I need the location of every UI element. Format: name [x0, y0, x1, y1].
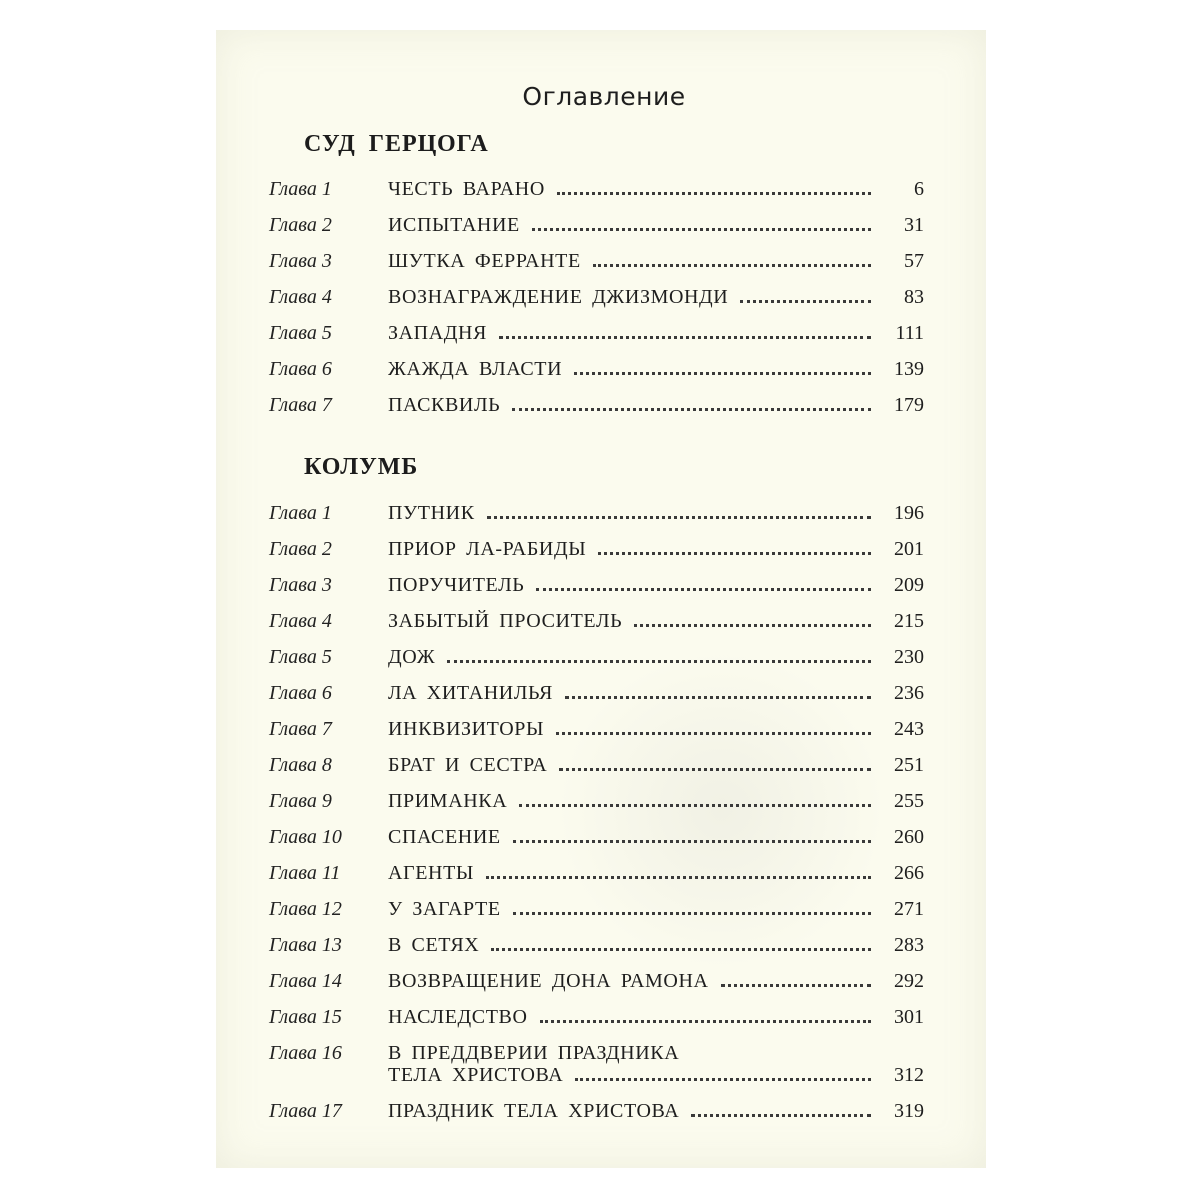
toc-entry [216, 242, 986, 278]
chapter-title: ПРАЗДНИК ТЕЛА ХРИСТОВА [388, 1100, 680, 1122]
chapter-title-line [388, 358, 881, 381]
toc-entry [216, 602, 986, 638]
dot-leader [574, 372, 871, 375]
chapter-title-line [388, 214, 881, 237]
page-number: 201 [894, 538, 924, 560]
chapter-label: Глава 1 [269, 178, 332, 200]
toc-entry [216, 854, 986, 890]
book-page [216, 30, 986, 1168]
page-number: 266 [894, 862, 924, 884]
page-number: 292 [894, 970, 924, 992]
page-number: 57 [904, 250, 924, 272]
chapter-title-line [388, 646, 881, 669]
page-number: 6 [914, 178, 924, 200]
toc-entry [216, 566, 986, 602]
page-number: 215 [894, 610, 924, 632]
page-number: 111 [895, 322, 924, 344]
page-number: 209 [894, 574, 924, 596]
chapter-label: Глава 9 [269, 790, 332, 812]
toc-entry [216, 746, 986, 782]
chapter-title: ВОЗНАГРАЖДЕНИЕ ДЖИЗМОНДИ [388, 286, 729, 308]
dot-leader [519, 804, 871, 807]
chapter-title-line [388, 322, 881, 345]
chapter-title-line-2 [388, 1064, 881, 1087]
page-number: 255 [894, 790, 924, 812]
chapter-title: ПОРУЧИТЕЛЬ [388, 574, 525, 596]
chapter-title: ПАСКВИЛЬ [388, 394, 501, 416]
chapter-title: ЖАЖДА ВЛАСТИ [388, 358, 563, 380]
chapter-title-line [388, 610, 881, 633]
chapter-title: АГЕНТЫ [388, 862, 474, 884]
page-number: 243 [894, 718, 924, 740]
page-number: 83 [904, 286, 924, 308]
chapter-label: Глава 2 [269, 538, 332, 560]
chapter-title: ВОЗВРАЩЕНИЕ ДОНА РАМОНА [388, 970, 709, 992]
chapter-title-line [388, 790, 881, 813]
chapter-title: ПРИОР ЛА-РАБИДЫ [388, 538, 587, 560]
chapter-label: Глава 14 [269, 970, 342, 992]
chapter-title-line [388, 250, 881, 273]
chapter-title-line [388, 934, 881, 957]
chapter-title-line [388, 718, 881, 741]
chapter-label: Глава 1 [269, 502, 332, 524]
chapter-label: Глава 15 [269, 1006, 342, 1028]
chapter-title-continued: ТЕЛА ХРИСТОВА [388, 1064, 564, 1086]
toc-entry [216, 386, 986, 422]
dot-leader [565, 696, 871, 699]
chapter-title: НАСЛЕДСТВО [388, 1006, 528, 1028]
dot-leader [721, 984, 871, 987]
chapter-title: ЗАПАДНЯ [388, 322, 487, 344]
chapter-label: Глава 3 [269, 574, 332, 596]
chapter-title: ПУТНИК [388, 502, 475, 524]
toc-entry [216, 710, 986, 746]
chapter-label: Глава 8 [269, 754, 332, 776]
page-number: 283 [894, 934, 924, 956]
chapter-label: Глава 6 [269, 682, 332, 704]
chapter-title-line [388, 862, 881, 885]
page-number: 319 [894, 1100, 924, 1122]
page-number: 230 [894, 646, 924, 668]
dot-leader [740, 300, 871, 303]
dot-leader [691, 1114, 871, 1117]
chapter-title-line [388, 1100, 881, 1123]
dot-leader [536, 588, 871, 591]
toc-entry [216, 818, 986, 854]
page-title: Оглавление [522, 82, 686, 111]
dot-leader [593, 264, 871, 267]
chapter-title-line [388, 1006, 881, 1029]
page-number: 236 [894, 682, 924, 704]
chapter-title: ИНКВИЗИТОРЫ [388, 718, 545, 740]
page-number: 251 [894, 754, 924, 776]
page-number: 196 [894, 502, 924, 524]
chapter-label: Глава 17 [269, 1100, 342, 1122]
dot-leader [447, 660, 871, 663]
chapter-title-line [388, 898, 881, 921]
chapter-title-line [388, 574, 881, 597]
page-number: 301 [894, 1006, 924, 1028]
chapter-title-line [388, 502, 881, 525]
toc-entry [216, 674, 986, 710]
dot-leader [598, 552, 871, 555]
page-number: 271 [894, 898, 924, 920]
toc-entry [216, 782, 986, 818]
page-number: 312 [894, 1064, 924, 1086]
chapter-title: В ПРЕДДВЕРИИ ПРАЗДНИКА [388, 1042, 680, 1064]
dot-leader [491, 948, 871, 951]
dot-leader [486, 876, 871, 879]
chapter-title: У ЗАГАРТЕ [388, 898, 501, 920]
toc-entry [216, 998, 986, 1034]
dot-leader [532, 228, 871, 231]
toc-entry [216, 278, 986, 314]
page-number: 179 [894, 394, 924, 416]
part-title-2: КОЛУМБ [304, 454, 419, 480]
dot-leader [513, 912, 871, 915]
chapter-title: В СЕТЯХ [388, 934, 480, 956]
chapter-title: ИСПЫТАНИЕ [388, 214, 520, 236]
chapter-title-line [388, 754, 881, 777]
chapter-title-line [388, 826, 881, 849]
toc-entry [216, 350, 986, 386]
dot-leader [512, 408, 871, 411]
chapter-label: Глава 5 [269, 322, 332, 344]
chapter-label: Глава 12 [269, 898, 342, 920]
part-title-1: СУД ГЕРЦОГА [304, 131, 489, 157]
chapter-title-line [388, 1042, 924, 1065]
chapter-title: БРАТ И СЕСТРА [388, 754, 548, 776]
chapter-label: Глава 6 [269, 358, 332, 380]
dot-leader [513, 840, 871, 843]
toc-entry [216, 206, 986, 242]
toc-entry [216, 926, 986, 962]
chapter-label: Глава 3 [269, 250, 332, 272]
chapter-label: Глава 7 [269, 718, 332, 740]
page-number: 260 [894, 826, 924, 848]
dot-leader [499, 336, 871, 339]
chapter-title-line [388, 394, 881, 417]
chapter-title-line [388, 682, 881, 705]
dot-leader [556, 732, 871, 735]
page-number: 31 [904, 214, 924, 236]
chapter-label: Глава 16 [269, 1042, 342, 1064]
chapter-list-2 [216, 494, 986, 1128]
dot-leader [575, 1078, 871, 1081]
dot-leader [559, 768, 871, 771]
toc-entry [216, 170, 986, 206]
toc-entry [216, 1034, 986, 1092]
chapter-label: Глава 13 [269, 934, 342, 956]
page-number: 139 [894, 358, 924, 380]
chapter-title: ЗАБЫТЫЙ ПРОСИТЕЛЬ [388, 610, 623, 632]
chapter-title: СПАСЕНИЕ [388, 826, 501, 848]
chapter-title-line [388, 970, 881, 993]
chapter-title-line [388, 538, 881, 561]
chapter-list-1 [216, 170, 986, 422]
chapter-title: ПРИМАНКА [388, 790, 508, 812]
chapter-title: ДОЖ [388, 646, 436, 668]
dot-leader [487, 516, 871, 519]
toc-entry [216, 962, 986, 998]
toc-entry [216, 1092, 986, 1128]
chapter-title: ЧЕСТЬ ВАРАНО [388, 178, 545, 200]
chapter-title: ШУТКА ФЕРРАНТЕ [388, 250, 581, 272]
dot-leader [557, 192, 871, 195]
chapter-label: Глава 4 [269, 610, 332, 632]
chapter-label: Глава 7 [269, 394, 332, 416]
toc-entry [216, 530, 986, 566]
toc-entry [216, 494, 986, 530]
chapter-label: Глава 11 [269, 862, 341, 884]
chapter-title: ЛА ХИТАНИЛЬЯ [388, 682, 553, 704]
chapter-label: Глава 10 [269, 826, 342, 848]
chapter-label: Глава 4 [269, 286, 332, 308]
dot-leader [634, 624, 871, 627]
chapter-label: Глава 5 [269, 646, 332, 668]
toc-entry [216, 638, 986, 674]
dot-leader [540, 1020, 872, 1023]
chapter-title-line [388, 286, 881, 309]
chapter-title-line [388, 178, 881, 201]
toc-entry [216, 890, 986, 926]
chapter-label: Глава 2 [269, 214, 332, 236]
toc-entry [216, 314, 986, 350]
